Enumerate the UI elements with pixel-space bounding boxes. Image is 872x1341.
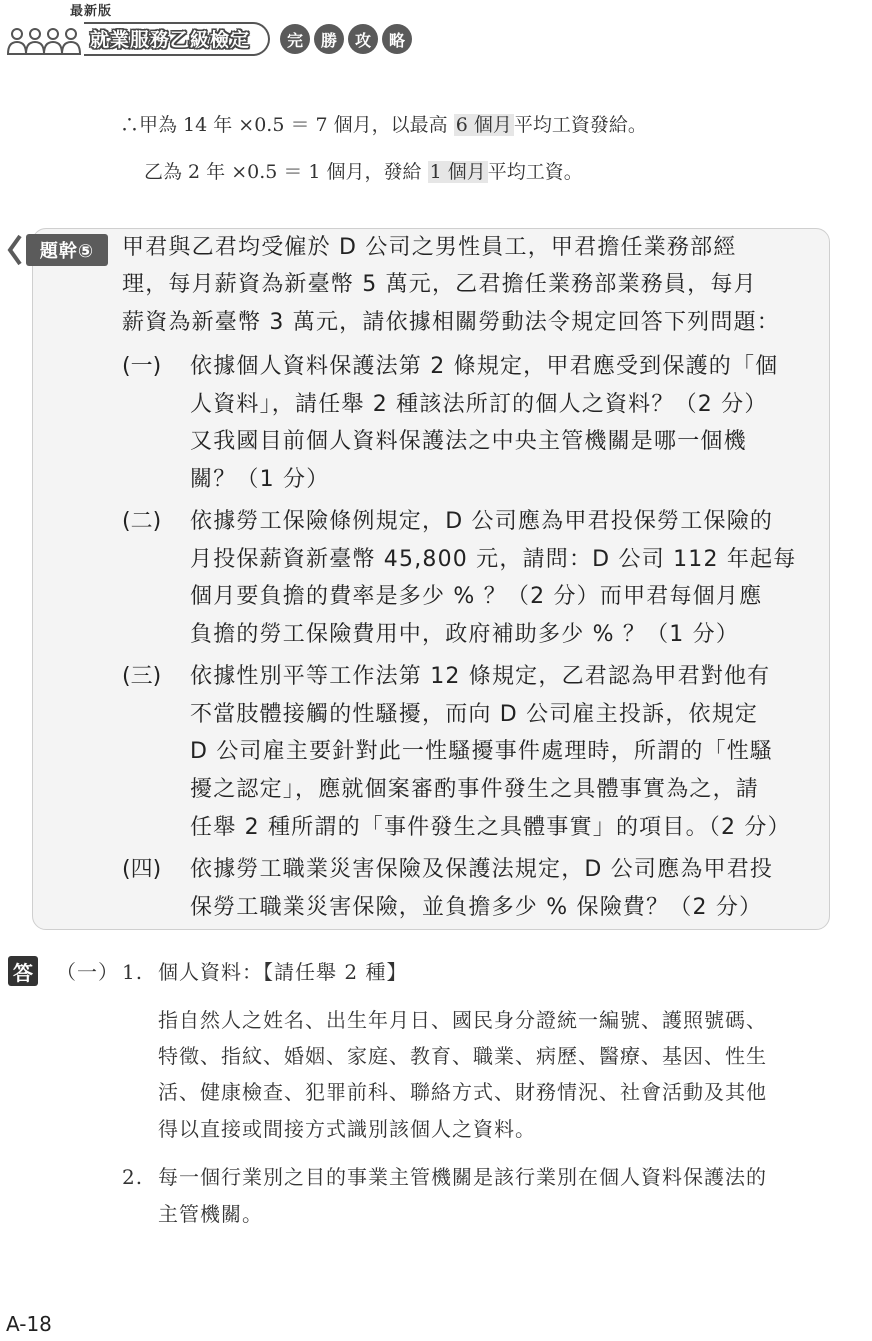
calc-line-2-pre: 乙為 2 年 ×0.5 ＝ 1 個月，發給 [144,161,428,183]
item-3-line-4: 擾之認定」，應就個案審酌事件發生之具體事實為之，請 [190,777,760,802]
question-intro-line-1: 甲君與乙君均受僱於 D 公司之男性員工，甲君擔任業務部經 [122,235,737,260]
item-1-line-2: 人資料」，請任舉 2 種該法所訂的個人之資料？（2 分） [190,392,768,417]
item-1-line-1: 依據個人資料保護法第 2 條規定，甲君應受到保護的「個 [190,354,779,379]
edition-label: 最新版 [70,4,113,19]
calc-line-1-pre: ∴甲為 14 年 ×0.5 ＝ 7 個月，以最高 [120,114,454,136]
badge-1: 完 [280,24,310,54]
item-1-line-4: 關？（1 分） [190,467,330,492]
answer-item-1-number: 1. [122,960,144,984]
question-intro-line-2: 理，每月薪資為新臺幣 5 萬元，乙君擔任業務部業務員，每月 [122,272,757,297]
calc-line-2 [144,158,583,186]
people-group-icon [6,26,82,56]
answer-section-label: （一） [56,960,119,984]
item-1-number: (一) [122,354,162,379]
item-3-line-5: 任舉 2 種所謂的「事件發生之具體事實」的項目。（2 分） [190,815,791,840]
item-3-number: (三) [122,664,162,689]
book-title: 就業服務乙級檢定 [90,29,251,51]
calc-line-2-highlight: 1 個月 [429,161,486,183]
item-4-number: (四) [122,857,162,882]
answer-badge: 答 [8,956,38,986]
item-3-line-3: D 公司雇主要針對此一性騷擾事件處理時，所謂的「性騷 [190,739,774,764]
item-3-line-1: 依據性別平等工作法第 12 條規定，乙君認為甲君對他有 [190,664,771,689]
answer-item-1-line-4: 得以直接或間接方式識別該個人之資料。 [158,1117,536,1141]
item-3-line-2: 不當肢體接觸的性騷擾，而向 D 公司雇主投訴，依規定 [190,702,759,727]
page-header [0,0,520,60]
answer-item-2-line-1: 每一個行業別之目的事業主管機關是該行業別在個人資料保護法的 [158,1165,767,1189]
item-4-line-2: 保勞工職業災害保險，並負擔多少 % 保險費？（2 分） [190,895,763,920]
chevron-left-icon [6,234,24,266]
item-2-line-3: 個月要負擔的費率是多少 % ？（2 分）而甲君每個月應 [190,584,763,609]
badge-4: 略 [382,24,412,54]
calc-line-1-highlight: 6 個月 [455,114,512,136]
page-number: A-18 [6,1312,52,1336]
badge-2: 勝 [314,24,344,54]
item-4-line-1: 依據勞工職業災害保險及保護法規定，D 公司應為甲君投 [190,857,774,882]
item-1-line-3: 又我國目前個人資料保護法之中央主管機關是哪一個機 [190,429,747,454]
answer-item-1-title: 個人資料：【請任舉 2 種】 [158,960,408,984]
calc-line-1 [120,111,647,139]
answer-item-1-line-1: 指自然人之姓名、出生年月日、國民身分證統一編號、護照號碼、 [158,1008,767,1032]
calc-line-2-post: 平均工資。 [487,161,583,183]
calc-line-1-post: 平均工資發給。 [513,114,647,136]
answer-item-1-line-2: 特徵、指紋、婚姻、家庭、教育、職業、病歷、醫療、基因、性生 [158,1044,767,1068]
item-2-line-1: 依據勞工保險條例規定，D 公司應為甲君投保勞工保險的 [190,509,774,534]
question-intro-line-3: 薪資為新臺幣 3 萬元，請依據相關勞動法令規定回答下列問題： [122,310,780,335]
item-2-line-4: 負擔的勞工保險費用中，政府補助多少 % ？（1 分） [190,622,740,647]
question-tag: 題幹⑤ [26,234,108,266]
answer-item-2-number: 2. [122,1165,144,1189]
answer-item-1-line-3: 活、健康檢查、犯罪前科、聯絡方式、財務情況、社會活動及其他 [158,1080,767,1104]
badge-3: 攻 [348,24,378,54]
item-2-line-2: 月投保薪資新臺幣 45,800 元，請問：D 公司 112 年起每 [190,547,797,572]
item-2-number: (二) [122,509,162,534]
answer-item-2-line-2: 主管機關。 [158,1202,263,1226]
